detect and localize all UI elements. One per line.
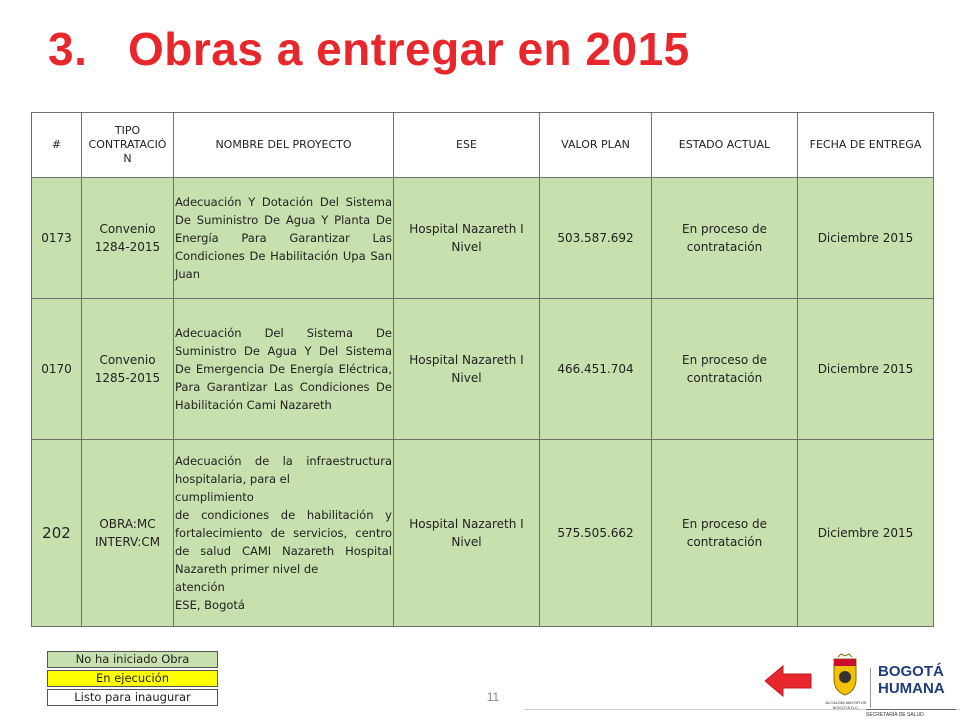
page-number: 11: [486, 690, 500, 704]
cell-nombre: Adecuación Del Sistema De Suministro De Agua Y Del Sistema De Emergencia De Energía Eléctrica, Para Garantizar Las Condiciones De Habilitación Cami Nazareth: [174, 299, 394, 440]
logo-underline: [866, 709, 956, 710]
legend-not-started: No ha iniciado Obra: [47, 651, 218, 668]
brand-line-2: HUMANA: [878, 680, 945, 697]
header-fecha: FECHA DE ENTREGA: [798, 113, 934, 178]
back-arrow-icon[interactable]: [765, 664, 813, 698]
header-nombre: NOMBRE DEL PROYECTO: [174, 113, 394, 178]
header-ese: ESE: [394, 113, 540, 178]
cell-valor: 466.451.704: [540, 299, 652, 440]
header-num: #: [32, 113, 82, 178]
title-text: Obras a entregar en 2015: [128, 23, 690, 75]
cell-ese: Hospital Nazareth I Nivel: [394, 440, 540, 627]
cell-fecha: Diciembre 2015: [798, 178, 934, 299]
cell-num: 0170: [32, 299, 82, 440]
header-estado: ESTADO ACTUAL: [652, 113, 798, 178]
title-number: 3.: [48, 23, 88, 75]
seal-caption: ALCALDÍA MAYOR DE BOGOTÁ D.C.: [825, 700, 867, 710]
table-header-row: [32, 113, 934, 178]
nombre-line: ESE, Bogotá: [175, 598, 245, 612]
legend-in-progress: En ejecución: [47, 670, 218, 687]
cell-nombre: [174, 440, 394, 627]
cell-fecha: Diciembre 2015: [798, 440, 934, 627]
cell-estado: En proceso de contratación: [652, 299, 798, 440]
header-valor: VALOR PLAN: [540, 113, 652, 178]
table-row: [32, 178, 934, 299]
nombre-line: cumplimiento: [175, 490, 254, 504]
cell-estado: En proceso de contratación: [652, 440, 798, 627]
cell-estado: En proceso de contratación: [652, 178, 798, 299]
cell-tipo: OBRA:MC INTERV:CM: [82, 440, 174, 627]
table-row: [32, 299, 934, 440]
slide-title: [48, 22, 690, 76]
brand-line-1: BOGOTÁ: [878, 663, 944, 680]
cell-num: 0173: [32, 178, 82, 299]
projects-table: [31, 112, 934, 627]
cell-nombre: Adecuación Y Dotación Del Sistema De Suministro De Agua Y Planta De Energía Para Garantizar Las Condiciones De Habilitación Upa San Juan: [174, 178, 394, 299]
cell-ese: Hospital Nazareth I Nivel: [394, 299, 540, 440]
cell-tipo: Convenio 1285-2015: [82, 299, 174, 440]
legend-ready: Listo para inaugurar: [47, 689, 218, 706]
cell-valor: 575.505.662: [540, 440, 652, 627]
table-row: [32, 440, 934, 627]
cell-valor: 503.587.692: [540, 178, 652, 299]
logo-separator: [870, 668, 871, 708]
cell-num: 202: [32, 440, 82, 627]
header-tipo: TIPO CONTRATACIÓ N: [82, 113, 174, 178]
nombre-line: Adecuación de la infraestructura hospitalaria, para el: [175, 454, 392, 486]
department-name: SECRETARÍA DE SALUD: [866, 712, 924, 718]
bogota-seal-icon: [830, 653, 860, 699]
nombre-line: atención: [175, 580, 225, 594]
nombre-line: de condiciones de habilitación y fortalecimiento de servicios, centro de salud CAMI Nazareth Hospital Nazareth primer nivel de: [175, 508, 392, 576]
cell-fecha: Diciembre 2015: [798, 299, 934, 440]
cell-ese: Hospital Nazareth I Nivel: [394, 178, 540, 299]
cell-tipo: Convenio 1284-2015: [82, 178, 174, 299]
